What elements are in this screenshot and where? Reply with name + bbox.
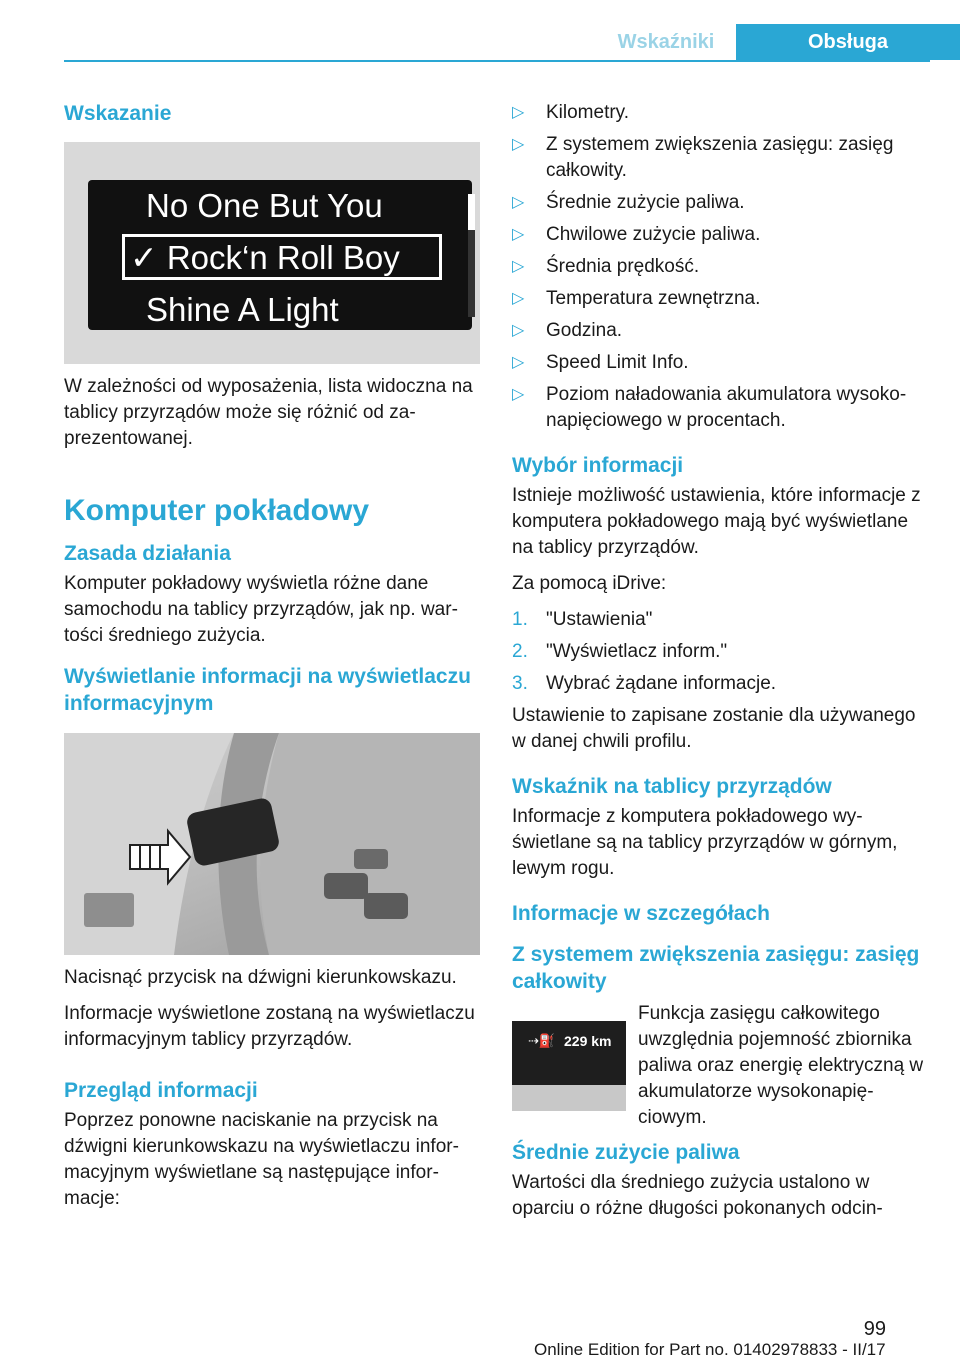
paragraph-poprzez: Poprzez ponowne naciskanie na przycisk na dźwigni kierunkowskazu na wyświetlaczu informacyjnym wyświetlane są następujące informacje:: [64, 1110, 459, 1209]
bullet-icon: ▷: [512, 136, 525, 153]
step-number: 1.: [512, 609, 528, 630]
list-item: ▷ Speed Limit Info.: [512, 350, 926, 376]
menu-item-1: No One But You: [146, 187, 383, 224]
heading-wskaznik: Wskaźnik na tablicy przyrządów: [512, 775, 832, 798]
menu-scrollbar: [468, 194, 475, 317]
menu-item-3: Shine A Light: [146, 291, 339, 328]
paragraph-funkcja: Funkcja zasięgu całkowitego uwzględnia pojemność zbiornika paliwa oraz energię elektryczną w akumulatorze wysokonapięciowym.: [638, 1003, 924, 1128]
list-item: ▷ Temperatura zewnętrzna.: [512, 286, 926, 312]
range-value: 229 km: [564, 1033, 612, 1049]
heading-wskazanie: Wskazanie: [64, 102, 172, 125]
paragraph-za-pomoca: Za pomocą iDrive:: [512, 573, 667, 594]
steps-list: [512, 607, 926, 697]
list-item: 1. "Ustawienia": [512, 607, 926, 633]
range-section: [512, 1001, 926, 1128]
paragraph-informacje-wyswietlone: Informacje wyświetlone zostaną na wyświetlaczu informacyjnym tablicy przyrządów.: [64, 1003, 475, 1050]
paragraph-istnieje: Istnieje możliwość ustawienia, które informacje z komputera pokładowego mają być wyświetlane na tablicy przyrządów.: [512, 485, 921, 558]
heading-wyswietlanie: Wyświetlanie informacji na wyświetlaczu informacyjnym: [64, 665, 471, 715]
menu-scroll-thumb: [468, 194, 475, 230]
lever-illustration: [64, 733, 480, 955]
bullet-icon: ▷: [512, 354, 525, 371]
heading-zasada-dzialania: Zasada działania: [64, 542, 231, 565]
list-item: 3. Wybrać żądane informacje.: [512, 671, 926, 697]
menu-item-2-selected: ✓ Rock‘n Roll Boy: [130, 239, 400, 276]
header-tab-wskazniki: Wskaźniki: [617, 30, 715, 53]
right-column: [512, 100, 926, 1232]
list-item: ▷ Średnie zużycie paliwa.: [512, 190, 926, 216]
step-number: 2.: [512, 641, 528, 662]
paragraph-zaleznosci: W zależności od wyposażenia, lista widoczna na tablicy przyrządów może się różnić od zaprezentowanej.: [64, 376, 473, 449]
paragraph-ustawienie: Ustawienie to zapisane zostanie dla używanego w danej chwili profilu.: [512, 705, 916, 752]
paragraph-nacisnac: Nacisnąć przycisk na dźwigni kierunkowskazu.: [64, 967, 457, 988]
display-screen: [88, 180, 472, 330]
paragraph-wartosci: Wartości dla średniego zużycia ustalono w oparciu o różne długości pokonanych odcin-: [512, 1172, 883, 1219]
list-item: 2. "Wyświetlacz inform.": [512, 639, 926, 665]
bullet-icon: ▷: [512, 194, 525, 211]
heading-wybor-informacji: Wybór informacji: [512, 454, 684, 477]
paragraph-zasada: Komputer pokładowy wyświetla różne dane samochodu na tablicy przyrządów, jak np. wartości średniego zużycia.: [64, 573, 458, 646]
bullet-icon: ▷: [512, 386, 525, 403]
bullet-icon: ▷: [512, 322, 525, 339]
bullet-icon: ▷: [512, 226, 525, 243]
heading-przeglad: Przegląd informacji: [64, 1079, 258, 1102]
list-item: ▷ Z systemem zwiększenia zasięgu: zasięg całkowity.: [512, 134, 894, 181]
fuel-electric-icon: ⇢⛽: [528, 1033, 556, 1048]
heading-komputer-pokladowy: Komputer pokładowy: [64, 494, 370, 527]
list-item: ▷ Poziom naładowania akumulatora wysokonapięciowego w procentach.: [512, 384, 907, 431]
figure-turn-signal-lever: [64, 733, 480, 955]
bullet-icon: ▷: [512, 290, 525, 307]
bullet-icon: ▷: [512, 104, 525, 121]
page-number: 99: [863, 1318, 886, 1340]
step-number: 3.: [512, 673, 528, 694]
heading-srednie-zuzycie: Średnie zużycie paliwa: [512, 1141, 740, 1164]
header-tab-obsluga: Obsługa: [736, 24, 960, 60]
list-item: ▷ Średnia prędkość.: [512, 254, 926, 280]
range-display-image: [512, 1021, 626, 1111]
header-rule: [64, 60, 930, 62]
info-list: [512, 100, 926, 434]
list-item: ▷ Kilometry.: [512, 100, 926, 126]
left-column: [64, 100, 480, 1222]
heading-zasieg-calkowity: Z systemem zwiększenia zasięgu: zasięg całkowity: [512, 943, 920, 993]
paragraph-wskaznik: Informacje z komputera pokładowego wyświetlane są na tablicy przyrządów w górnym, lewym rogu.: [512, 806, 898, 879]
figure-menu-display: [64, 142, 480, 364]
list-item: ▷ Chwilowe zużycie paliwa.: [512, 222, 926, 248]
heading-szczegoly: Informacje w szczegółach: [512, 902, 770, 925]
footer-edition: Online Edition for Part no. 01402978833 - II/17: [534, 1340, 886, 1359]
bullet-icon: ▷: [512, 258, 525, 275]
list-item: ▷ Godzina.: [512, 318, 926, 344]
